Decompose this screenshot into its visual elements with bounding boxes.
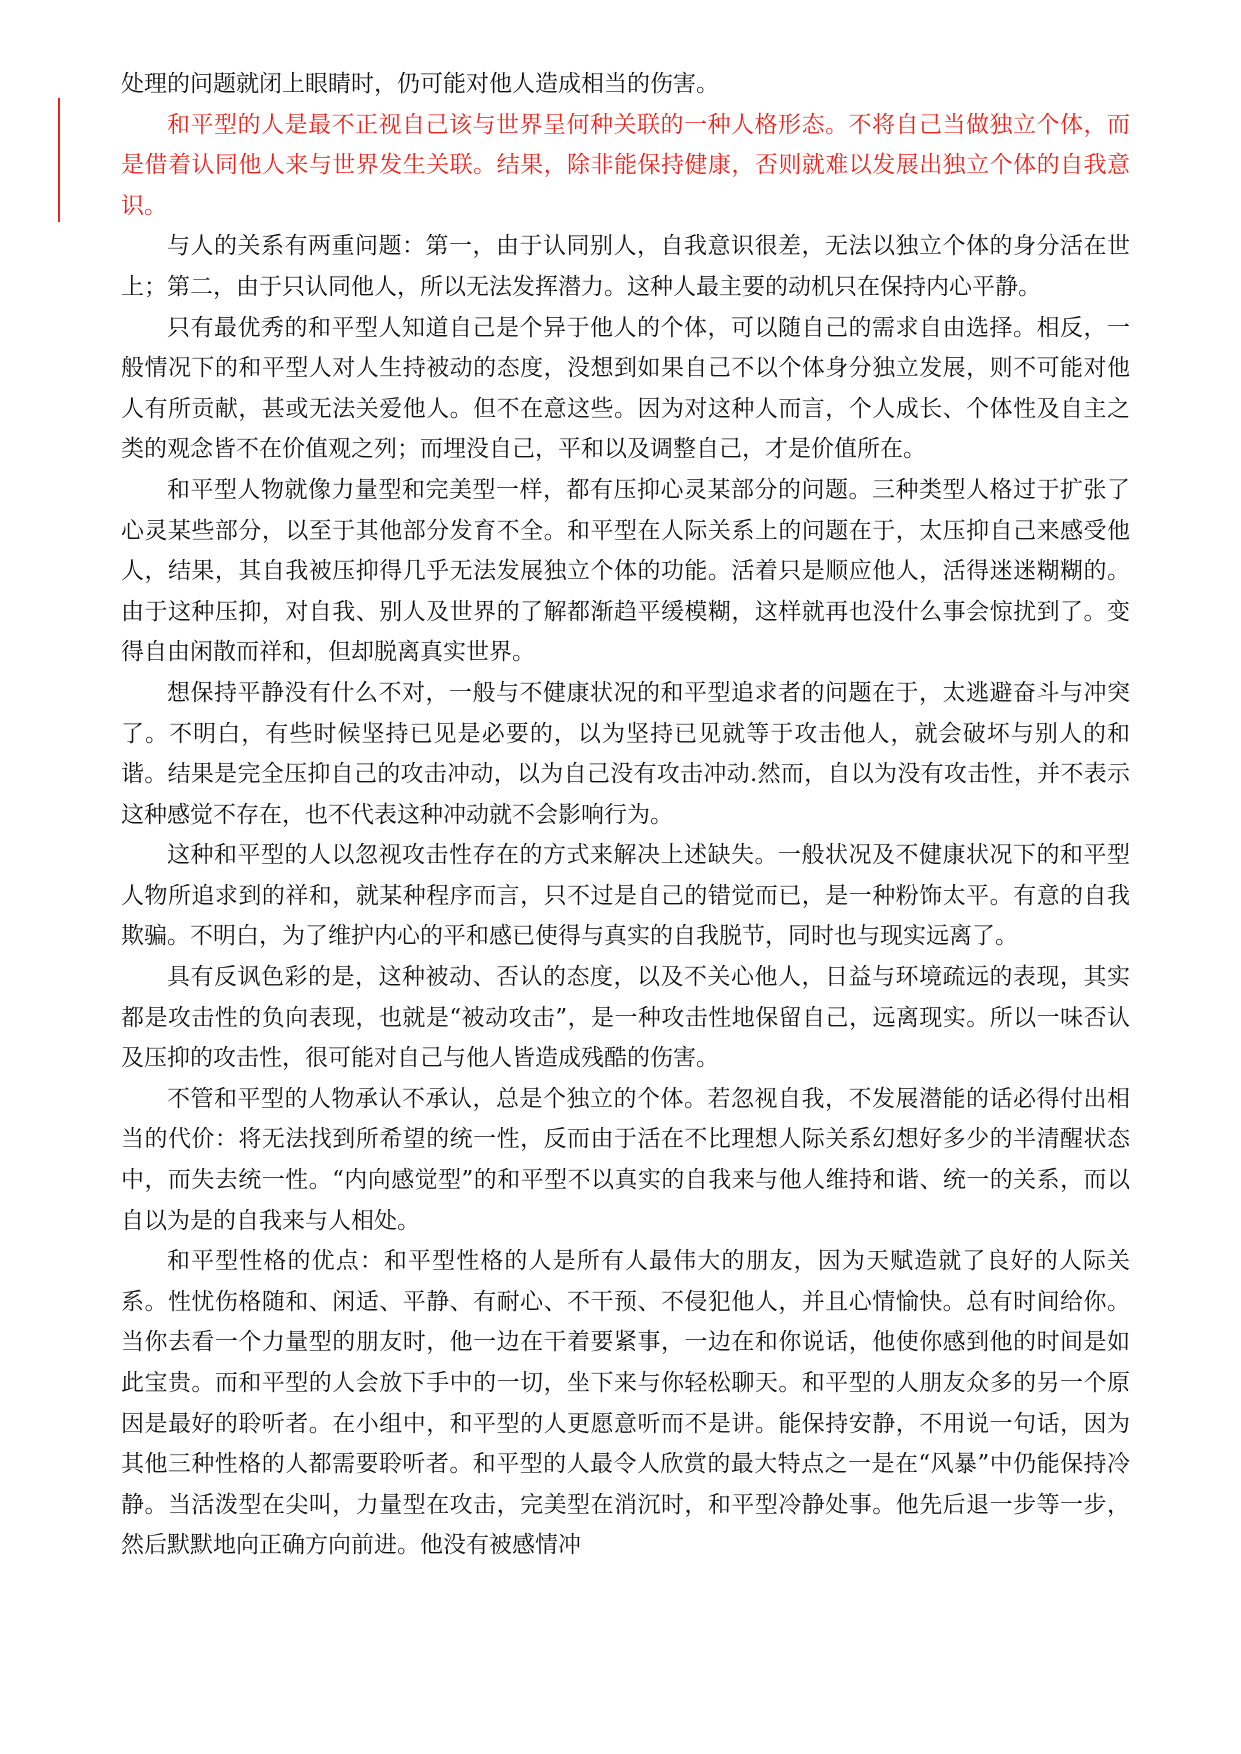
- revision-marker-bar: [58, 98, 60, 222]
- paragraph: 和平型人物就像力量型和完美型一样，都有压抑心灵某部分的问题。三种类型人格过于扩张了心灵某些部分，以至于其他部分发育不全。和平型在人际关系上的问题在于，太压抑自己来感受他人，结果，其自我被压抑得几乎无法发展独立个体的功能。活着只是顺应他人，活得迷迷糊糊的。由于这种压抑，对自我、别人及世界的了解都渐趋平缓模糊，这样就再也没什么事会惊扰到了。变得自由闲散而祥和，但却脱离真实世界。: [121, 476, 1130, 666]
- document-body: [121, 64, 1130, 1566]
- highlighted-paragraph: 和平型的人是最不正视自己该与世界呈何种关联的一种人格形态。不将自己当做独立个体，而是借着认同他人来与世界发生关联。结果，除非能保持健康，否则就难以发展出独立个体的自我意识。: [121, 111, 1130, 219]
- paragraph: 想保持平静没有什么不对，一般与不健康状况的和平型追求者的问题在于，太逃避奋斗与冲突了。不明白，有些时候坚持已见是必要的，以为坚持已见就等于攻击他人，就会破坏与别人的和谐。结果是完全压抑自己的攻击冲动，以为自己没有攻击冲动.然而，自以为没有攻击性，并不表示这种感觉不存在，也不代表这种冲动就不会影响行为。: [121, 679, 1130, 828]
- paragraph: 处理的问题就闭上眼睛时，仍可能对他人造成相当的伤害。: [121, 71, 719, 97]
- paragraph: 只有最优秀的和平型人知道自己是个异于他人的个体，可以随自己的需求自由选择。相反，一般情况下的和平型人对人生持被动的态度，没想到如果自己不以个体身分独立发展，则不可能对他人有所贡献，甚或无法关爱他人。但不在意这些。因为对这种人而言，个人成长、个体性及自主之类的观念皆不在价值观之列；而埋没自己，平和以及调整自己，才是价值所在。: [121, 314, 1130, 463]
- paragraph: 这种和平型的人以忽视攻击性存在的方式来解决上述缺失。一般状况及不健康状况下的和平型人物所追求到的祥和，就某种程序而言，只不过是自己的错觉而已，是一种粉饰太平。有意的自我欺骗。不明白，为了维护内心的平和感已使得与真实的自我脱节，同时也与现实远离了。: [121, 842, 1130, 950]
- paragraph: 不管和平型的人物承认不承认，总是个独立的个体。若忽视自我，不发展潜能的话必得付出相当的代价：将无法找到所希望的统一性，反而由于活在不比理想人际关系幻想好多少的半清醒状态中，而失去统一性。“内向感觉型”的和平型不以真实的自我来与他人维持和谐、统一的关系，而以自以为是的自我来与人相处。: [121, 1085, 1130, 1234]
- paragraph: 具有反讽色彩的是，这种被动、否认的态度，以及不关心他人，日益与环境疏远的表现，其实都是攻击性的负向表现，也就是“被动攻击”，是一种攻击性地保留自己，远离现实。所以一味否认及压抑的攻击性，很可能对自己与他人皆造成残酷的伤害。: [121, 964, 1130, 1072]
- paragraph: 与人的关系有两重问题：第一，由于认同别人，自我意识很差，无法以独立个体的身分活在世上；第二，由于只认同他人，所以无法发挥潜力。这种人最主要的动机只在保持内心平静。: [121, 233, 1130, 300]
- paragraph: 和平型性格的优点：和平型性格的人是所有人最伟大的朋友，因为天赋造就了良好的人际关系。性忧伤格随和、闲适、平静、有耐心、不干预、不侵犯他人，并且心情愉快。总有时间给你。当你去看一个力量型的朋友时，他一边在干着要紧事，一边在和你说话，他使你感到他的时间是如此宝贵。而和平型的人会放下手中的一切，坐下来与你轻松聊天。和平型的人朋友众多的另一个原因是最好的聆听者。在小组中，和平型的人更愿意听而不是讲。能保持安静，不用说一句话，因为其他三种性格的人都需要聆听者。和平型的人最令人欣赏的最大特点之一是在“风暴”中仍能保持冷静。当活泼型在尖叫，力量型在攻击，完美型在消沉时，和平型冷静处事。他先后退一步等一步，然后默默地向正确方向前进。他没有被感情冲: [121, 1248, 1130, 1559]
